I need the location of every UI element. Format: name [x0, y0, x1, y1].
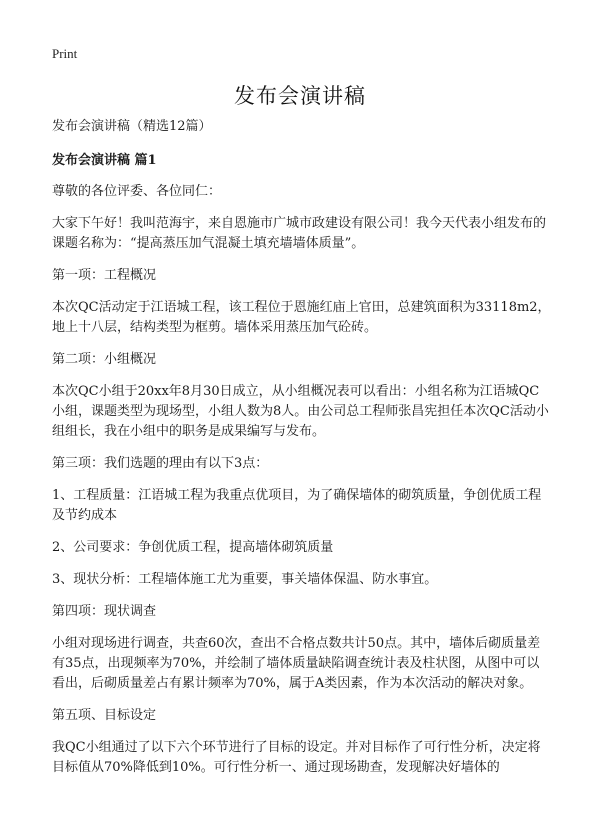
heading-item-2: 第二项：小组概况 [52, 352, 157, 367]
document-body [52, 117, 552, 790]
heading-item-1: 第一项：工程概况 [52, 268, 157, 283]
paragraph-survey: 小组对现场进行调查，共查60次，查出不合格点数共计50点。其中，墙体后砌质量差有35点，出现频率为70%，并绘制了墙体质量缺陷调查统计表及柱状图，从图中可以看出，后砌质量差占有累计频率为70%，属于A类因素，作为本次活动的解决对象。 [52, 636, 541, 691]
reason-2: 2、公司要求：争创优质工程，提高墙体砌筑质量 [52, 540, 334, 555]
paragraph-targets: 我QC小组通过了以下六个环节进行了目标的设定。并对目标作了可行性分析，决定将目标值从70%降低到10%。可行性分析一、通过现场勘查，发现解决好墙体的 [52, 740, 541, 775]
reason-1: 1、工程质量：江语城工程为我重点优项目，为了确保墙体的砌筑质量，争创优质工程及节约成本 [52, 488, 542, 523]
reason-3: 3、现状分析：工程墙体施工尤为重要，事关墙体保温、防水事宜。 [52, 572, 438, 587]
document-subtitle: 发布会演讲稿（精选12篇） [52, 119, 212, 134]
paragraph-project-overview: 本次QC活动定于江语城工程，该工程位于恩施红庙上官田，总建筑面积为33118m2，地上十八层，结构类型为框剪。墙体采用蒸压加气砼砖。 [52, 300, 551, 335]
paragraph-intro: 大家下午好！我叫范海宇，来自恩施市广城市政建设有限公司！我今天代表小组发布的课题名称为：“提高蒸压加气混凝土填充墙墙体质量”。 [52, 216, 547, 251]
paragraph-salutation: 尊敬的各位评委、各位同仁： [52, 184, 222, 199]
heading-item-4: 第四项：现状调查 [52, 604, 157, 619]
paragraph-group-overview: 本次QC小组于20xx年8月30日成立，从小组概况表可以看出：小组名称为江语城QC小组，课题类型为现场型，小组人数为8人。由公司总工程师张昌宪担任本次QC活动小组组长，我在小组中的职务是成果编写与发布。 [52, 384, 549, 439]
heading-item-3: 第三项：我们选题的理由有以下3点： [52, 456, 269, 471]
heading-item-5: 第五项、目标设定 [52, 708, 157, 723]
print-label[interactable]: Print [52, 46, 78, 61]
document-title: 发布会演讲稿 [234, 84, 366, 108]
section-heading: 发布会演讲稿 篇1 [52, 153, 157, 168]
